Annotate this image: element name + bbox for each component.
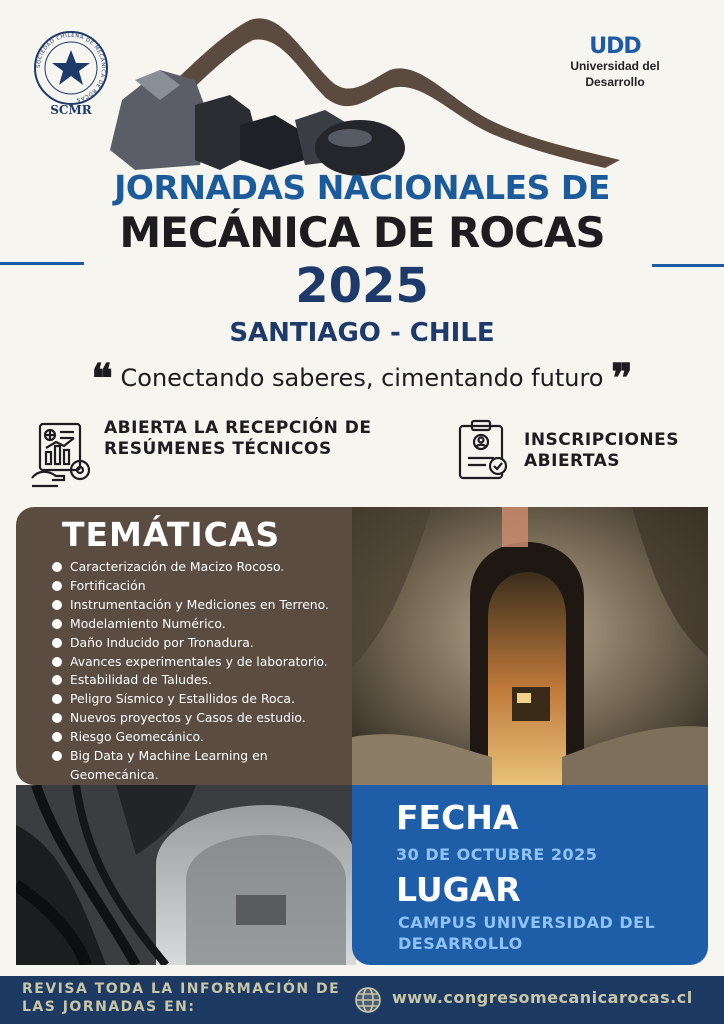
scmr-ring-text: SOCIEDAD CHILENA DE MECÁNICA DE ROCAS bbox=[35, 32, 107, 103]
title-line-1: JORNADAS NACIONALES DE bbox=[114, 168, 610, 207]
mine-tunnel-photo bbox=[352, 507, 708, 785]
registration-open-text: INSCRIPCIONES ABIERTAS bbox=[524, 430, 679, 471]
topics-list bbox=[52, 558, 352, 785]
open-quote-mark: ❝ bbox=[91, 355, 113, 402]
tagline-quote bbox=[0, 355, 724, 402]
date-value: 30 DE OCTUBRE 2025 bbox=[396, 845, 598, 864]
topic-item: Estabilidad de Taludes. bbox=[52, 671, 352, 690]
tunnel-drilling-photo bbox=[16, 785, 356, 965]
place-value: CAMPUS UNIVERSIDAD DEL DESARROLLO bbox=[398, 913, 656, 953]
footer-text: REVISA TODA LA INFORMACIÓN DE LAS JORNADAS EN: bbox=[22, 981, 341, 1015]
star-icon bbox=[52, 50, 90, 85]
topic-item: Big Data y Machine Learning en Geomecánica. bbox=[52, 747, 352, 785]
place-label: LUGAR bbox=[396, 870, 521, 909]
topic-item: Avances experimentales y de laboratorio. bbox=[52, 653, 352, 672]
title-location: SANTIAGO - CHILE bbox=[229, 318, 495, 348]
clipboard-user-icon bbox=[456, 418, 512, 480]
title-year: 2025 bbox=[295, 258, 429, 314]
tagline-text: Conectando saberes, cimentando futuro bbox=[120, 364, 604, 392]
globe-icon bbox=[354, 986, 382, 1014]
date-label: FECHA bbox=[396, 798, 519, 837]
udd-mark: UDD bbox=[589, 34, 641, 59]
website-link[interactable]: www.congresomecanicarocas.cl bbox=[392, 988, 693, 1007]
topic-item: Fortificación bbox=[52, 577, 352, 596]
topic-item: Peligro Sísmico y Estallidos de Roca. bbox=[52, 690, 352, 709]
title-line-2: MECÁNICA DE ROCAS bbox=[119, 208, 605, 257]
topic-item: Riesgo Geomecánico. bbox=[52, 728, 352, 747]
topic-item: Caracterización de Macizo Rocoso. bbox=[52, 558, 352, 577]
topic-item: Modelamiento Numérico. bbox=[52, 615, 352, 634]
topics-heading: TEMÁTICAS bbox=[62, 515, 281, 554]
close-quote-mark: ❞ bbox=[611, 355, 633, 402]
udd-name: Universidad del Desarrollo bbox=[570, 59, 660, 89]
mountain-rocks-illustration bbox=[100, 10, 630, 185]
document-chart-icon bbox=[28, 420, 98, 490]
topic-item: Instrumentación y Mediciones en Terreno. bbox=[52, 596, 352, 615]
scmr-logo-label: SCMR bbox=[50, 103, 92, 117]
topic-item: Nuevos proyectos y Casos de estudio. bbox=[52, 709, 352, 728]
abstracts-open-text: ABIERTA LA RECEPCIÓN DE RESÚMENES TÉCNICOS bbox=[104, 418, 372, 459]
topic-item: Daño Inducido por Tronadura. bbox=[52, 634, 352, 653]
